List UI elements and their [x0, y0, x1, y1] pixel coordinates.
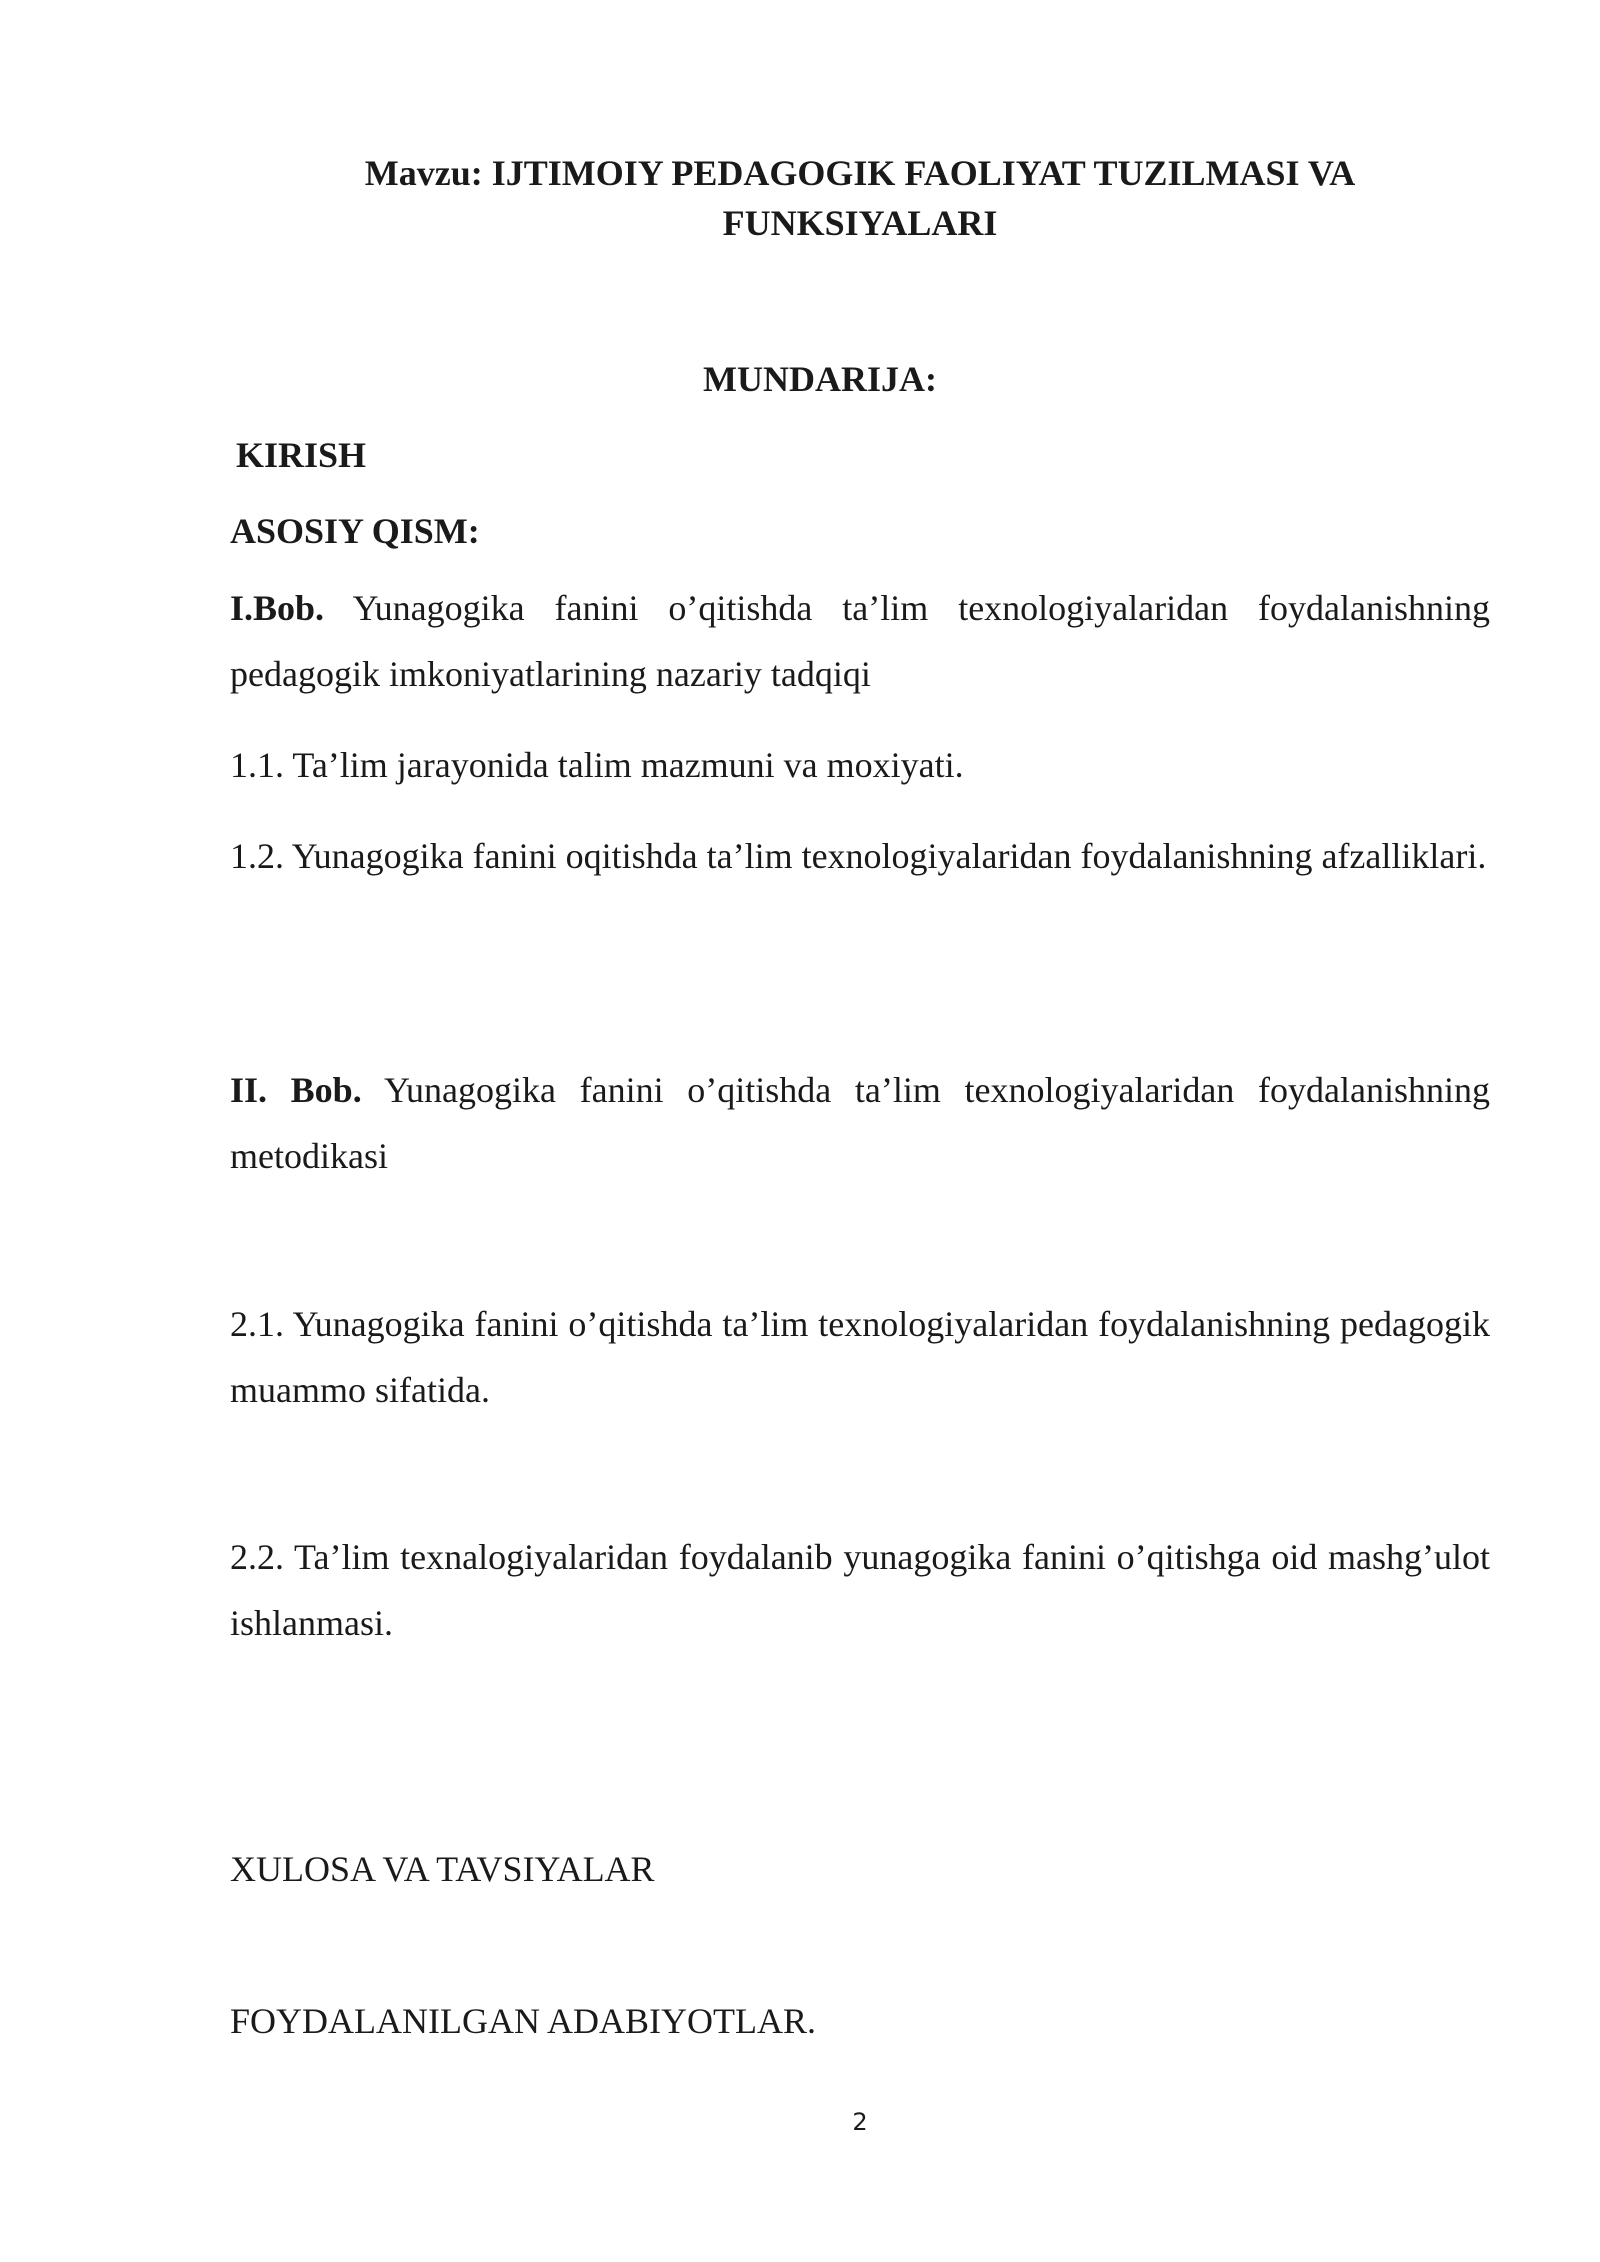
chapter-2-label: II. Bob. — [230, 1070, 362, 1110]
toc-item-chapter-1 — [230, 575, 1490, 707]
toc-item-section-2-2: 2.2. Ta’lim texnalogiyalaridan foydalanib yunagogika fanini o’qitishga oid mashg’ulot ishlanmasi. — [230, 1537, 1490, 1643]
toc-item-intro: KIRISH — [236, 435, 367, 475]
toc-item-section-2-1: 2.1. Yunagogika fanini o’qitishda ta’lim texnologiyalaridan foydalanishning pedagogik muammo sifatida. — [230, 1304, 1490, 1410]
toc-item-section-1-2: 1.2. Yunagogika fanini oqitishda ta’lim texnologiyalaridan foydalanishning afzalliklari. — [230, 836, 1487, 876]
toc-item-conclusion: XULOSA VA TAVSIYALAR — [230, 1849, 655, 1889]
chapter-1-label: I.Bob. — [230, 588, 325, 628]
toc-heading: MUNDARIJA: — [703, 359, 937, 399]
toc-item-references: FOYDALANILGAN ADABIYOTLAR. — [230, 2001, 816, 2041]
page-number: 2 — [852, 2108, 868, 2136]
chapter-2-text: Yunagogika fanini o’qitishda ta’lim texnologiyalaridan foydalanishning metodikasi — [230, 1070, 1490, 1176]
toc-item-chapter-2 — [230, 1057, 1490, 1189]
toc-item-main-part: ASOSIY QISM: — [230, 511, 480, 551]
toc-item-section-1-1: 1.1. Ta’lim jarayonida talim mazmuni va moxiyati. — [230, 745, 964, 785]
chapter-1-text: Yunagogika fanini o’qitishda ta’lim texnologiyalaridan foydalanishning pedagogik imkoniyatlarining nazariy tadqiqi — [230, 588, 1490, 694]
document-title: Mavzu: IJTIMOIY PEDAGOGIK FAOLIYAT TUZILMASI VA FUNKSIYALARI — [364, 153, 1356, 243]
